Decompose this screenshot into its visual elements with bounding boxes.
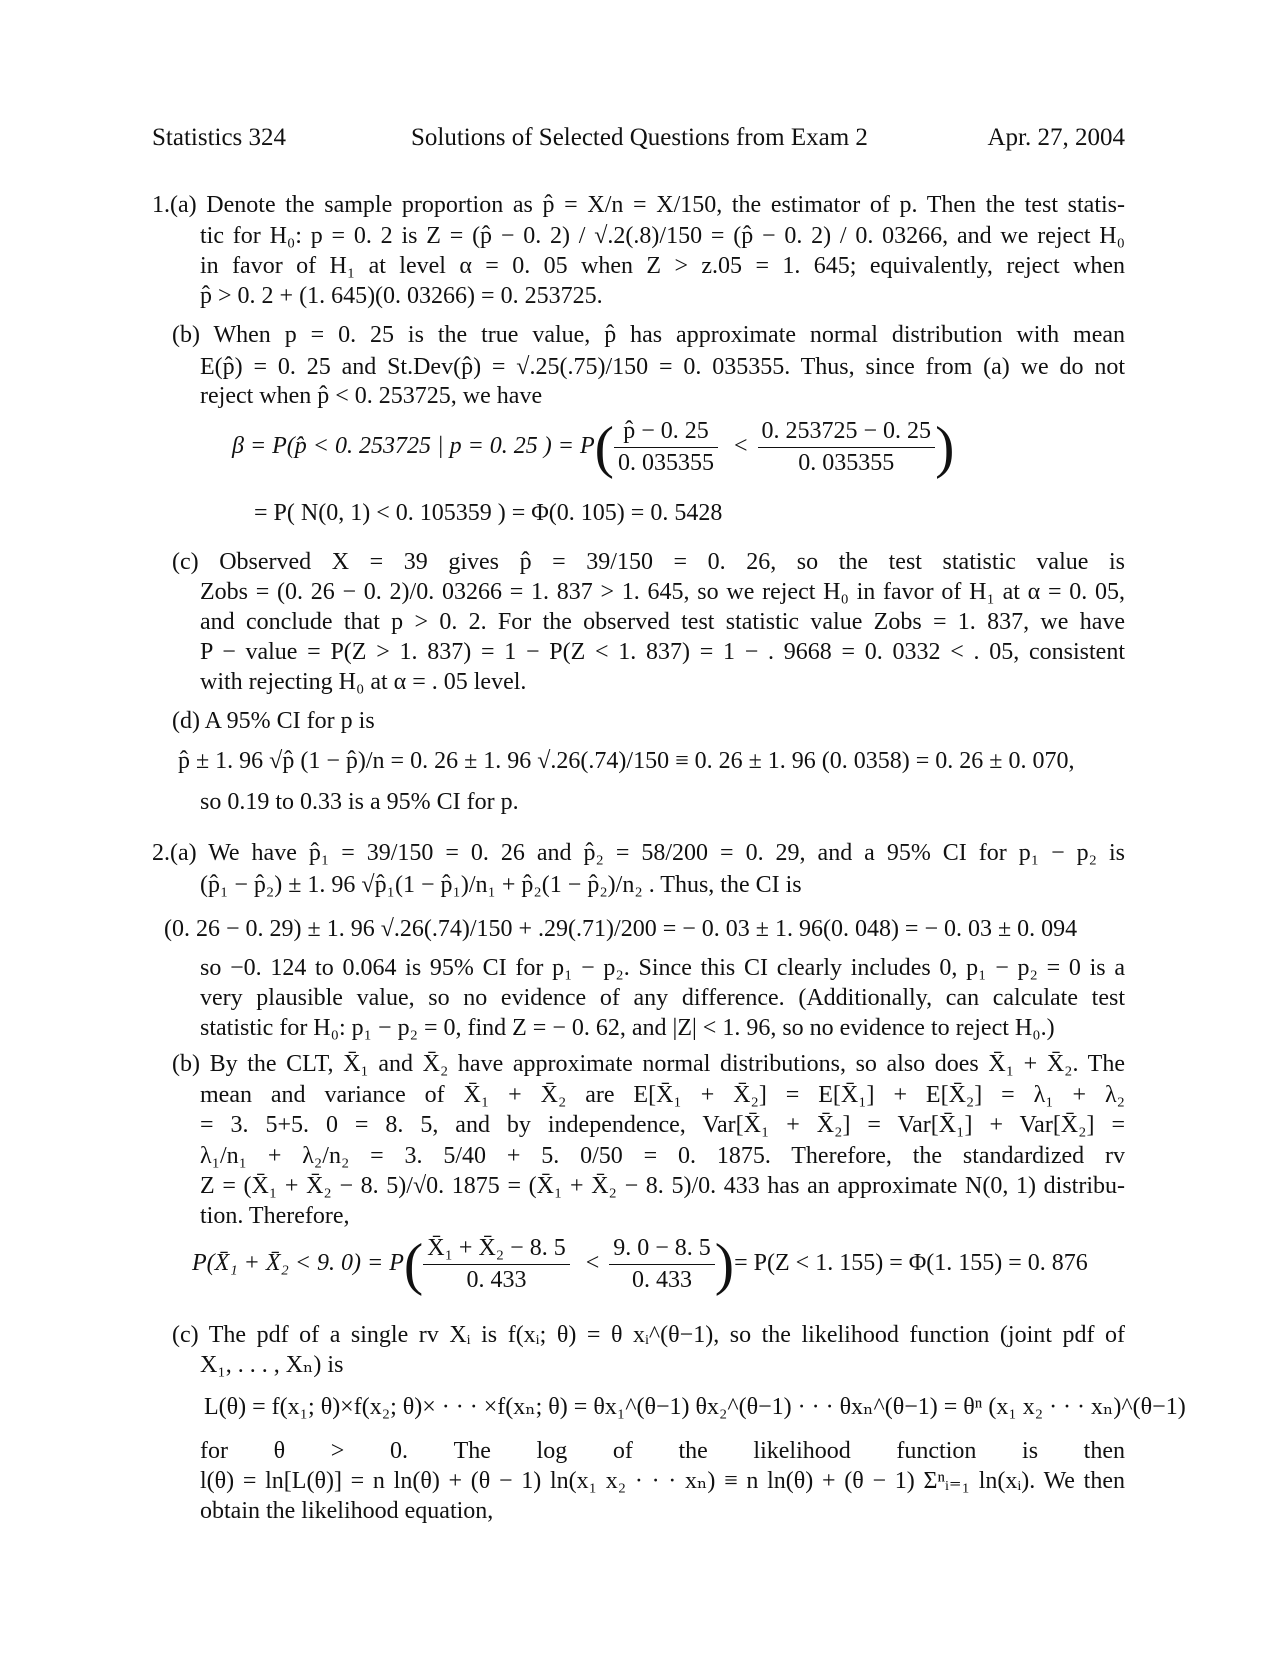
fraction-1 <box>423 1235 569 1294</box>
fraction-1-denominator: 0. 433 <box>466 1267 527 1293</box>
left-paren: ( <box>594 414 614 480</box>
q1b-line-1: (b) When p = 0. 25 is the true value, p̂ has approximate normal distribution with mean <box>172 322 1125 348</box>
q1d-line-3: so 0.19 to 0.33 is a 95% CI for p. <box>200 789 519 815</box>
q1c-line-3: and conclude that p > 0. 2. For the observed test statistic value Zobs = 1. 837, we have <box>200 609 1125 635</box>
fraction-2-denominator: 0. 035355 <box>798 450 895 476</box>
q2a-ci-equation: (0. 26 − 0. 29) ± 1. 96 √.26(.74)/150 + .29(.71)/200 = − 0. 03 ± 1. 96(0. 048) = − 0. 03 ± 0. 094 <box>164 916 1078 942</box>
q2b-probability-equation <box>192 1231 1088 1297</box>
q2c-line-4: for θ > 0. The log of the likelihood function is then <box>200 1438 1125 1464</box>
left-paren: ( <box>403 1231 424 1297</box>
q1a-line-3: in favor of H₁ at level α = 0. 05 when Z > z.05 = 1. 645; equivalently, reject when <box>200 253 1125 279</box>
header-course: Statistics 324 <box>152 124 287 151</box>
less-than: < <box>585 1250 600 1277</box>
q1b-equation-2: = P( N(0, 1) < 0. 105359 ) = Φ(0. 105) = 0. 5428 <box>254 500 723 526</box>
q2c-line-1: (c) The pdf of a single rv Xᵢ is f(xᵢ; θ) = θ xᵢ^(θ−1), so the likelihood function (joint pdf of <box>172 1322 1125 1348</box>
q1c-line-4: P − value = P(Z > 1. 837) = 1 − P(Z < 1. 837) = 1 − . 9668 = 0. 0332 < . 05, consistent <box>200 639 1125 665</box>
prob-lhs: P(X̄₁ + X̄₂ < 9. 0) = P <box>192 1250 404 1277</box>
q1d-line-1: (d) A 95% CI for p is <box>172 708 375 734</box>
q1b-line-3: reject when p̂ < 0. 253725, we have <box>200 383 543 409</box>
less-than: < <box>733 433 748 460</box>
q2c-line-5: l(θ) = ln[L(θ)] = n ln(θ) + (θ − 1) ln(x₁ x₂ · · · xₙ) ≡ n ln(θ) + (θ − 1) Σⁿᵢ₌₁ ln(xᵢ). We then <box>200 1468 1125 1494</box>
fraction-2-denominator: 0. 433 <box>632 1267 693 1293</box>
q1b-beta-equation <box>232 414 955 480</box>
q2b-line-4: λ₁/n₁ + λ₂/n₂ = 3. 5/40 + 5. 0/50 = 0. 1875. Therefore, the standardized rv <box>200 1143 1125 1169</box>
q2c-line-2: X₁, . . . , Xₙ) is <box>200 1352 344 1378</box>
fraction-1-numerator: p̂ − 0. 25 <box>614 418 718 448</box>
q2b-line-3: = 3. 5+5. 0 = 8. 5, and by independence, Var[X̄₁ + X̄₂] = Var[X̄₁] + Var[X̄₂] = <box>200 1112 1125 1138</box>
q1b-line-2: E(p̂) = 0. 25 and St.Dev(p̂) = √.25(.75)/150 = 0. 035355. Thus, since from (a) we do not <box>200 354 1125 380</box>
beta-lhs: β = P(p̂ < 0. 253725 | p = 0. 25 ) = P <box>232 433 595 460</box>
fraction-2-numerator: 9. 0 − 8. 5 <box>609 1235 715 1265</box>
fraction-1-numerator: X̄₁ + X̄₂ − 8. 5 <box>423 1235 569 1265</box>
fraction-1-denominator: 0. 035355 <box>617 450 714 476</box>
q2b-line-2: mean and variance of X̄₁ + X̄₂ are E[X̄₁ + X̄₂] = E[X̄₁] + E[X̄₂] = λ₁ + λ₂ <box>200 1082 1125 1108</box>
q2b-line-5: Z = (X̄₁ + X̄₂ − 8. 5)/√0. 1875 = (X̄₁ + X̄₂ − 8. 5)/0. 433 has an approximate N(0, 1) distribu- <box>200 1173 1125 1199</box>
header-date: Apr. 27, 2004 <box>987 124 1125 151</box>
q2b-line-6: tion. Therefore, <box>200 1203 350 1229</box>
q1c-line-5: with rejecting H₀ at α = . 05 level. <box>200 669 527 695</box>
q1a-line-2: tic for H₀: p = 0. 2 is Z = (p̂ − 0. 2) / √.2(.8)/150 = (p̂ − 0. 2) / 0. 03266, and we reject H₀ <box>200 223 1125 249</box>
header-title: Solutions of Selected Questions from Exam 2 <box>411 124 868 151</box>
q1d-ci-equation: p̂ ± 1. 96 √p̂ (1 − p̂)/n = 0. 26 ± 1. 96 √.26(.74)/150 ≡ 0. 26 ± 1. 96 (0. 0358) = 0. 26 ± 0. 070, <box>178 748 1075 774</box>
q1c-line-1: (c) Observed X = 39 gives p̂ = 39/150 = 0. 26, so the test statistic value is <box>172 549 1125 575</box>
fraction-2 <box>758 418 936 477</box>
q2c-line-6: obtain the likelihood equation, <box>200 1498 494 1524</box>
q2a-line-2: (p̂₁ − p̂₂) ± 1. 96 √p̂₁(1 − p̂₁)/n₁ + p̂₂(1 − p̂₂)/n₂ . Thus, the CI is <box>200 872 802 898</box>
right-paren: ) <box>714 1231 735 1297</box>
q2a-line-4: so −0. 124 to 0.064 is 95% CI for p₁ − p₂. Since this CI clearly includes 0, p₁ − p₂ = 0 is a <box>200 955 1125 981</box>
fraction-1 <box>614 418 718 477</box>
q2b-line-1: (b) By the CLT, X̄₁ and X̄₂ have approximate normal distributions, so also does X̄₁ + X̄₂. The <box>172 1051 1125 1077</box>
fraction-2 <box>609 1235 715 1294</box>
right-paren: ) <box>935 414 955 480</box>
q1c-line-2: Zobs = (0. 26 − 0. 2)/0. 03266 = 1. 837 > 1. 645, so we reject H₀ in favor of H₁ at α = 0. 05, <box>200 579 1125 605</box>
q2a-line-5: very plausible value, so no evidence of any difference. (Additionally, can calculate test <box>200 985 1125 1011</box>
q2a-line-6: statistic for H₀: p₁ − p₂ = 0, find Z = − 0. 62, and |Z| < 1. 96, so no evidence to reject H₀.) <box>200 1015 1055 1041</box>
fraction-2-numerator: 0. 253725 − 0. 25 <box>758 418 936 448</box>
q2c-likelihood-equation: L(θ) = f(x₁; θ)×f(x₂; θ)× · · · ×f(xₙ; θ) = θx₁^(θ−1) θx₂^(θ−1) · · · θxₙ^(θ−1) = θⁿ (x₁ x₂ · · · xₙ)^(θ−1) <box>204 1394 1186 1420</box>
q1a-line-1: 1.(a) Denote the sample proportion as p̂ = X/n = X/150, the estimator of p. Then the test statis- <box>152 192 1125 218</box>
prob-rhs: = P(Z < 1. 155) = Φ(1. 155) = 0. 876 <box>734 1250 1088 1277</box>
q2a-line-1: 2.(a) We have p̂₁ = 39/150 = 0. 26 and p̂₂ = 58/200 = 0. 29, and a 95% CI for p₁ − p₂ is <box>152 840 1125 866</box>
q1a-line-4: p̂ > 0. 2 + (1. 645)(0. 03266) = 0. 253725. <box>200 283 603 309</box>
